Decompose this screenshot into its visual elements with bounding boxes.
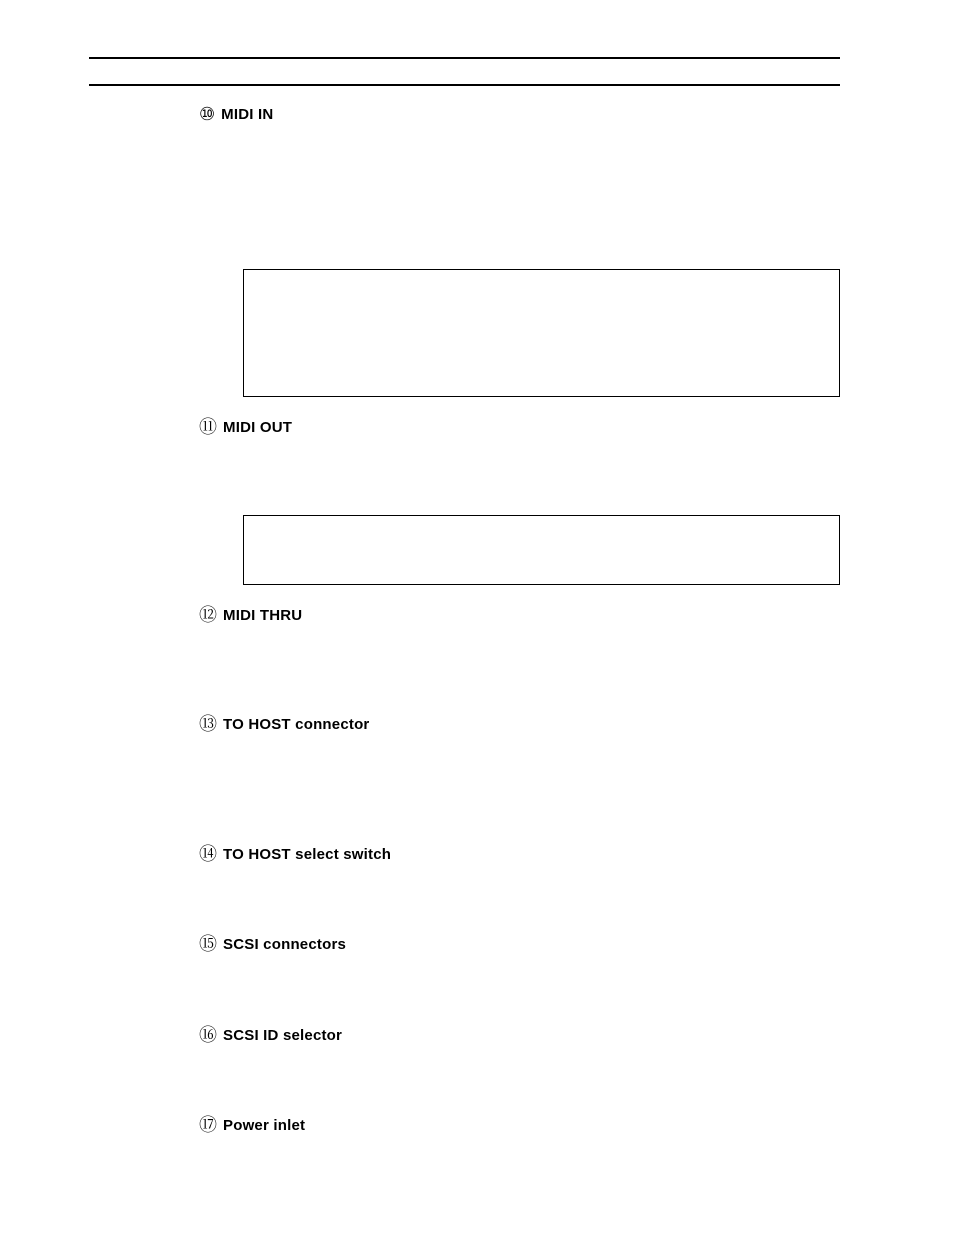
header-rule-top <box>89 57 840 59</box>
section-number: ⑭ <box>199 844 217 865</box>
section-title: Power inlet <box>223 1117 306 1134</box>
section-number: ⑰ <box>199 1115 217 1136</box>
section-heading-to-host-select-switch <box>199 844 391 866</box>
section-title: SCSI connectors <box>223 936 347 953</box>
section-title: MIDI IN <box>221 106 274 123</box>
section-title: TO HOST connector <box>223 716 370 733</box>
section-title: TO HOST select switch <box>223 846 392 863</box>
header-rule-bottom <box>89 84 840 86</box>
section-title: MIDI OUT <box>223 419 293 436</box>
note-box <box>243 515 840 585</box>
section-heading-midi-out <box>199 417 292 439</box>
section-heading-power-inlet <box>199 1115 305 1137</box>
section-heading-to-host-connector <box>199 714 369 736</box>
section-number: ⑮ <box>199 934 217 955</box>
section-number: ⑯ <box>199 1025 217 1046</box>
note-box <box>243 269 840 397</box>
section-heading-scsi-connectors <box>199 934 346 956</box>
section-number: ⑫ <box>199 605 217 626</box>
section-title: MIDI THRU <box>223 607 303 624</box>
section-heading-midi-thru <box>199 605 302 627</box>
section-heading-midi-in <box>199 104 273 126</box>
section-number: ⑪ <box>199 417 217 438</box>
section-number: ⑩ <box>199 104 216 125</box>
section-title: SCSI ID selector <box>223 1027 343 1044</box>
section-heading-scsi-id-selector <box>199 1025 342 1047</box>
section-number: ⑬ <box>199 714 217 735</box>
